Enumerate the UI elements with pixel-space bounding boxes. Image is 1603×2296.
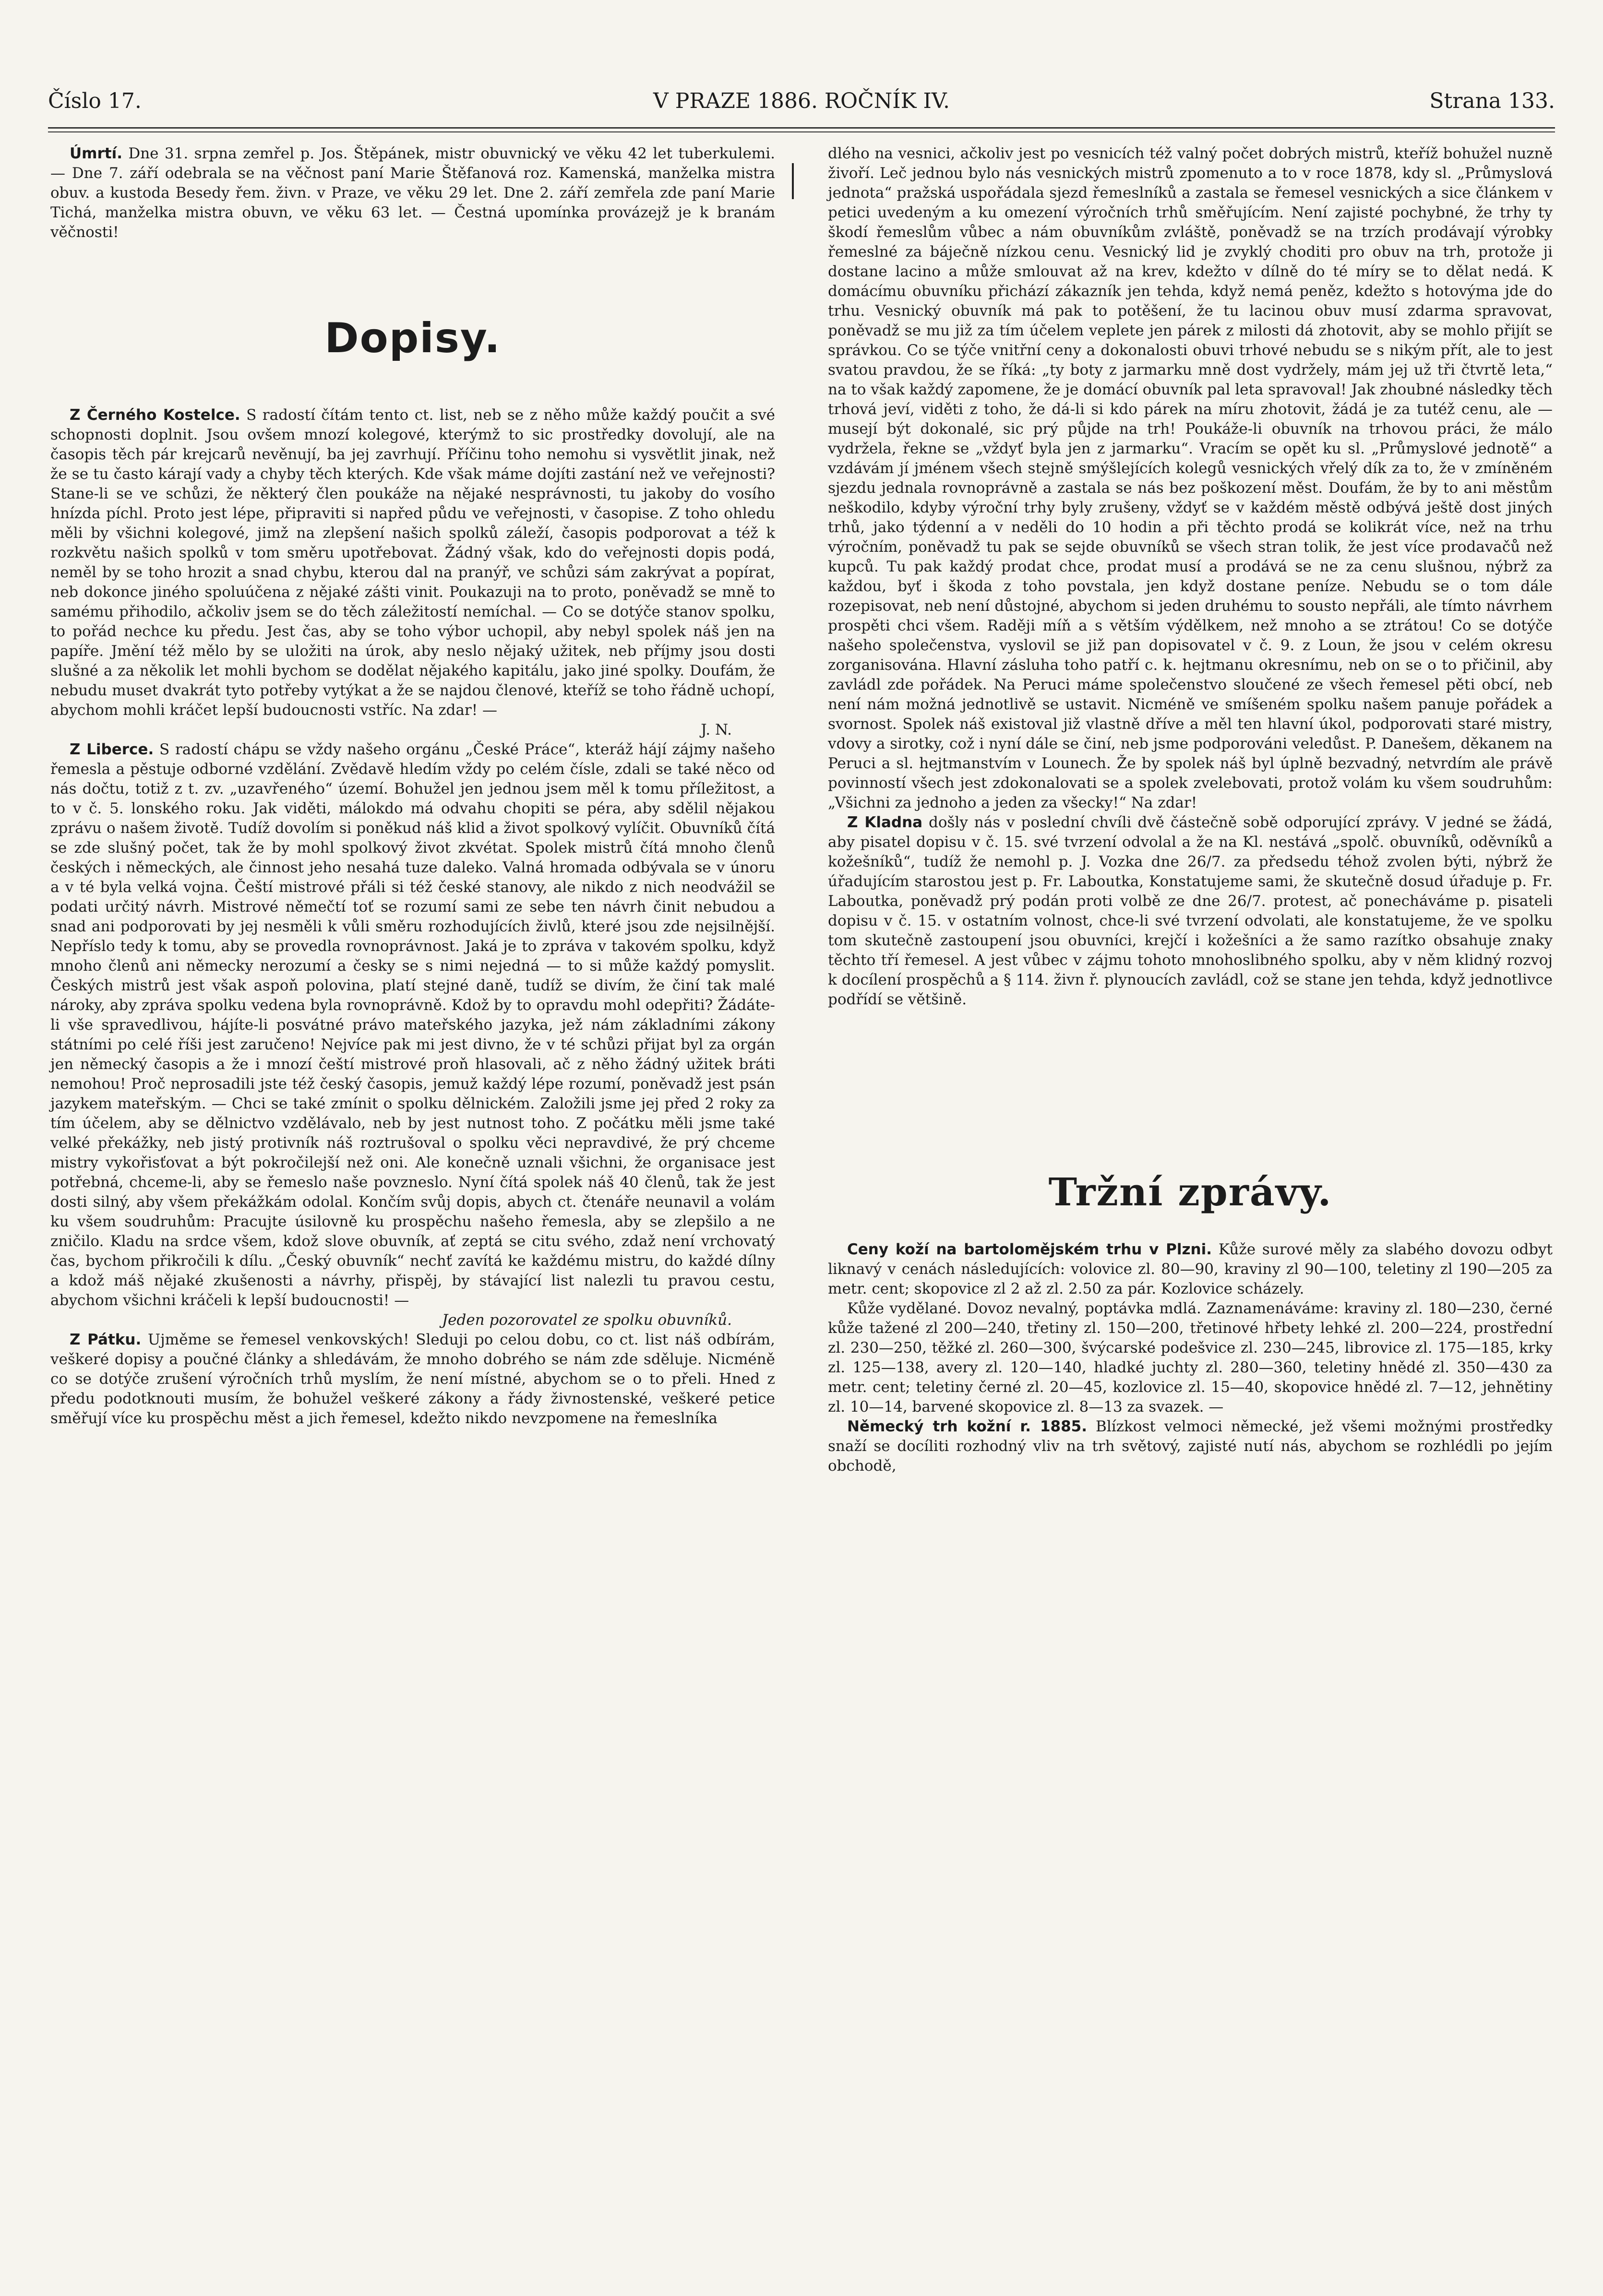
letter-kladno-lead: Z Kladna [847,814,923,831]
market-plzen-prices: Kůže vydělané. Dovoz nevalný, poptávka mdlá. Zaznamenáváme: kraviny zl. 180—230, černé kůže tažené zl 200—240, třetiny zl. 150—200, třetinové hřbety lehké zl. 200—224, prostřední zl. 230—250, těžké zl. 260—300, švýcarské podešvice zl. 230—245, librovice zl. 175—185, krky zl. 125—138, avery zl. 120—140, hladké juchty zl. 280—360, teletiny hnědé zl. 350—430 za metr. cent; teletiny černé zl. 20—45, kozlovice zl. 15—40, skopovice hnědé zl. 7—12, jehnětiny zl. 10—14, barvené skopovice zl. 8—13 za svazek. — [828,1300,1553,1416]
letter-patek-lead: Z Pátku. [70,1331,142,1348]
letter-kostelec-lead: Z Černého Kostelce. [70,406,240,424]
letter-liberec [50,740,775,1310]
issue-number: Číslo 17. [48,89,142,113]
market-german-lead: Německý trh kožní r. 1885. [847,1418,1088,1435]
market-plzen-text: Kůže surové měly za slabého dovozu odbyt liknavý v cenách následujících: volovice zl. 80—90, kraviny zl 90—100, teletiny zl 190—205 za metr. cent; skopovice zl 2 až zl. 2.50 za pár. Kozlovice scházely. [828,1241,1553,1297]
obituary-lead: Úmrtí. [70,145,122,162]
market-plzen-lead: Ceny koží na bartolomějském trhu v Plzni. [847,1241,1212,1258]
letter-kostelec [50,405,775,720]
market-german-text: Blízkost velmoci německé, jež všemi možnými prostředky snaží se docíliti rozhodný vliv na trh světový, zajisté nutí nás, abychom se rozhlédli po jejím obchodě, [828,1418,1553,1475]
page-number: Strana 133. [1429,89,1555,113]
page-header [48,89,1555,122]
letter-liberec-text: S radostí chápu se vždy našeho orgánu „České Práce“, kteráž hájí zájmy našeho řemesla a pěstuje odborné vzdělání. Zvědavě hledím vždy po celém čísle, zdali se také něco od nás dočtu, totiž z t. zv. „uzavřeného“ území. Bohužel jen jednou jsem měl k tomu příležitost, a to v č. 5. lonského roku. Jak viděti, málokdo má odvahu chopiti se péra, aby sdělil nějakou zprávu o našem životě. Tudíž dovolím si poněkud náš klid a život spolkový vylíčit. Obuvníků čítá se zde slušný počet, tak že by mohl spolkový život zkvétat. Spolek mistrů čítá mnoho členů českých i německých, ale činnost jeho nesahá tuze daleko. Valná hromada odbývala se v únoru a v té byla velká vojna. Čeští mistrové přáli si též české stanovy, ale nikdo z nich neodvážil se podati určitý návrh. Mistrové němečtí toť se rozumí sami ze sebe ten návrh činit nebudou a snad ani podporovati by jej nesměli k vůli směru rozhodujících živlů, které jsou zde nejsilnější. Nepříslo tedy k tomu, aby se provedla rovnoprávnost. Jaká je to zpráva v takovém spolku, když mnoho členů ani německy nerozumí a česky se s nimi nejedná — to si může každý pomyslit. Českých mistrů jest však aspoň polovina, platí stejné daně, tudíž se divím, že činí tak malé nároky, aby zpráva spolku vedena byla rovnoprávně. Kdož by to opravdu mohl odepřiti? Žádáte-li vše spravedlivou, hájíte-li posvátné právo mateřského jazyka, jež nám základními zákony státními po celé říši jest zaručeno! Nejvíce pak mi jest divno, že v té schůzi přijat byl za orgán jen německý časopis a že i mnozí čeští mistrové proň hlasovali, ač z něho žádný užitek bráti nemohou! Proč neprosadili jste též český časopis, jemuž každý lépe rozumí, poněvadž jest psán jazykem mateřským. — Chci se také zmínit o spolku dělnickém. Založili jsme jej před 2 roky za tím účelem, aby se dělnictvo vzdělávalo, neb by jest nutnost toho. Z počátku měli jsme také velké překážky, neb jistý protivník náš roztrušoval o spolku věci nepravdivé, že prý chceme mistry vykořisťovat a být pokročilejší než oni. Ale konečně uznali všichni, že organisace jest potřebná, chceme-li, aby se řemeslo naše povzneslo. Nyní čítá spolek náš 40 členů, tak že jest dosti silný, aby všem překážkám odolal. Končím svůj dopis, abych ct. čtenáře neunavil a volám ku všem soudruhům: Pracujte úsilovně ku prospěchu našeho řemesla, aby se zlepšilo a ne zničilo. Kladu na srdce všem, kdož slove obuvník, ať zeptá se citu svého, zdaž není vrchovatý čas, bychom přikročili k dílu. „Český obuvník“ nechť zavítá ke každému mistru, do každé dílny a kdož máš nějaké zkušenosti a návrhy, přispěj, by stávající list nalezli tu pravou cestu, abychom všichni kráčeli k lepší budoucnosti! — [50,741,775,1309]
masthead-place-year: V PRAZE 1886. ROČNÍK IV. [653,89,950,113]
left-column [50,144,775,1428]
right-column [828,144,1553,1476]
obituary-text: Dne 31. srpna zemřel p. Jos. Štěpánek, mistr obuvnický ve věku 42 let tuberkulemi. — Dne 7. září odebrala se na věčnost paní Marie Štěfanová roz. Kamenská, manželka mistra obuv. a kustoda Besedy řem. živn. v Praze, ve věku 29 let. Dne 2. září zemřela zde paní Marie Tichá, manželka mistra obuvn, ve věku 63 let. — Čestná upomínka provázejž je k branám věčnosti! [50,145,775,241]
letter-liberec-signature: Jeden pozorovatel ze spolku obuvníků. [442,1311,732,1329]
letter-patek [50,1330,775,1428]
section-title-trzni: Tržní zprávy. [1048,1169,1332,1214]
obituary-paragraph [50,144,775,242]
letter-patek-text: Ujměme se řemesel venkovských! Sleduji po celou dobu, co ct. list náš odbírám, veškeré dopisy a poučné články a shledávám, že mnoho dobrého se nám zde sděluje. Nicméně co se dotýče zrušení výročních trhů myslím, že není místné, abychom se o to přeli. Hned z předu podotknouti musím, že bohužel veškeré zákony a řády živnostenské, veškeré petice směřují více ku prospěchu měst a jich řemesel, kdežto nikdo nevzpomene na řemeslníka [50,1331,775,1427]
letter-patek-continued: dlého na vesnici, ačkoliv jest po vesnicích též valný počet dobrých mistrů, kteříž bohužel nuzně živoří. Leč jednou bylo nás vesnických mistrů zpomenuto a to v roce 1878, kdy sl. „Průmyslová jednota“ pražská uspořádala sjezd řemeslníků a zastala se řemesel vesnických a sice článkem v petici uvedeným a ku omezení výročních trhů směřujícím. Není zajisté pochybné, že trhy ty škodí řemeslům vůbec a nám obuvníkům zvláště, poněvadž se na trzích prodávají výrobky řemeslné za báječně nízkou cenu. Vesnický lid je zvyklý choditi pro obuv na trh, protože ji dostane lacino a může smlouvat až na krev, kdežto v dílně do té míry se to dělat nedá. K domácímu obuvníku přichází zákazník jen tehda, když nemá peněz, kdežto s hotovýma jde do trhu. Vesnický obuvník má pak to potěšení, že tu lacinou obuv musí zdarma spravovat, poněvadž se mu již za tím účelem veplete jen párek z milosti dá zhotovit, aby se mohlo přijít se správkou. Co se týče vnitřní ceny a dokonalosti obuvi trhové nebudu se s nikým přít, ale to jest svatou pravdou, že se říká: „ty boty z jarmarku mně dost vydržely, mám jej už tři čtvrtě leta,“ na to však každý zapomene, že je domácí obuvník pal leta spravoval! Jak zhoubné následky těch trhová jeví, viděti z toho, že dá-li si kdo párek na míru zhotovit, žádá je za tutéž cenu, ale — musejí být dokonalé, sic prý půjde na trh! Poukáže-li obuvník na trhovou práci, že málo vydržela, řekne se „vždyť byla jen z jarmarku“. Vracím se opět ku sl. „Průmyslové jednotě“ a vzdávám jí jménem všech stejně smýšlejících kolegů vesnických vřelý dík za to, že v zmíněném sjezdu jednala rovnoprávně a zastala se nás bez poškození měst. Doufám, že by to ani městům neškodilo, kdyby výroční trhy byly zrušeny, vždyť se v každém městě odbývá ještě dost jiných trhů, jako týdenní a v neděli do 10 hodin a při těchto prodá se kolikrát více, než na trhu výročním, poněvadž tu pak se sejde obuvníků se všech stran tolik, že jest více prodavačů než kupců. Tu pak každý prodat chce, prodat musí a prodává se ne za cenu slušnou, nýbrž za každou, byť i škoda z toho povstala, jen když dostane peníze. Nebudu se o tom dále rozepisovat, neb není důstojné, abychom si jeden druhému to sousto nepřáli, ale tímto návrhem prospěti chci všem. Raději míň a s větším výdělkem, než mnoho a se ztrátou! Co se dotýče našeho společenstva, vyslovil se již pan dopisovatel v č. 9. z Loun, že jsou v celém okresu zorganisována. Hlavní zásluha toho patří c. k. hejtmanu okresnímu, neb on se o to přičinil, aby zavládl zde pořádek. Na Peruci máme společenstvo sloučené ze všech řemesel pěti obcí, neb není nám možná jednotlivě se ustavit. Nicméně ve smíšeném spolku našem panuje pořádek a svornost. Spolek náš existoval již vlastně dříve a měl ten hlavní úkol, podporovati staré mistry, vdovy a sirotky, což i nyní dále se činí, neb jsme podporováni veledůst. P. Danešem, děkanem na Peruci a sl. hejtmanstvím v Lounech. Že by spolek náš byl úplně bezvadný, netvrdím ale právě povinností všech jest zdokonalovati se a spolek zvelebovati, protož volám ku všem soudruhům: „Všichni za jednoho a jeden za všecky!“ Na zdar! [828,145,1553,811]
header-rule [48,127,1555,129]
letter-kladno-text: došly nás v poslední chvíli dvě částečně sobě odporující zprávy. V jedné se žádá, aby pisatel dopisu v č. 15. své tvrzení odvolal a že na Kl. nestává „spolč. obuvníků, oděvníků a kožešníků“, tudíž že nemohl p. J. Vozka dne 26/7. za předsedu téhož zvolen býti, nýbrž že úřadujícím starostou jest p. Fr. Laboutka, Konstatujeme sami, že skutečně dosud úřaduje p. Fr. Laboutka, poněvadž prý podán proti volbě ze dne 26/7. protest, ač ponecháváme p. pisateli dopisu v č. 15. v ostatním volnost, chce-li své tvrzení odvolati, ale konstatujeme, že ve spolku tom skutečně zastoupení jsou obuvníci, krejčí i kožešníci a že samo razítko obsahuje znaky těchto tří řemesel. A jest vůbec v zájmu tohoto mnohoslibného spolku, aby v něm klidný rozvoj k docílení prospěchů a § 114. živn ř. plynoucích zavládl, což se stane jen tehda, když jednotlivce podřídí se většině. [828,814,1553,1008]
letter-kostelec-text: S radostí čítám tento ct. list, neb se z něho může každý poučit a své schopnosti doplnit. Jsou ovšem mnozí kolegové, kterýmž to sic prostředky dovolují, ale na časopis těch pár krejcarů nevěnují, ba jej zavrhují. Příčinu toho nemohu si vysvětlit jinak, než že se tu často kárají vady a chyby těch kterých. Kde však máme dojíti zastání než ve veřejnosti? Stane-li se ve schůzi, že některý člen poukáže na nějaké nesprávnosti, tu jakoby do vosího hnízda píchl. Proto jest lépe, připraviti si napřed půdu ve veřejnosti, v časopise. Z toho ohledu měli by všichni kolegové, jimž na zlepšení našich spolků záleží, časopis podporovat a též k rozkvětu našich spolků v tom směru upotřebovat. Žádný však, kdo do veřejnosti dopis podá, neměl by se toho hrozit a snad chybu, kterou dal na pranýř, ve schůzi sám zakrývat a popírat, neb dokonce jiného spoluúčena z nějaké zášti vinit. Poukazuji na to proto, poněvadž se mně to samému přihodilo, ačkoliv jsem se do těch záležitostí nemíchal. — Co se dotýče stanov spolku, to pořád nechce ku předu. Jest čas, aby se toho výbor uchopil, aby nebyl spolek náš jen na papíře. Jmění též mělo by se uložiti na úrok, aby neslo nějaký užitek, neb příjmy jsou dosti slušné a za několik let mohli bychom se dodělat nějakého kapitálu, jako jiné spolky. Doufám, že nebudu muset dvakrát tyto potřeby vytýkat a že se najdou členové, kteříž se toho řádně uchopí, abychom mohli kráčet lepší budoucnosti vstříc. Na zdar! — [50,406,775,719]
letter-kladno [828,813,1553,1010]
section-title-dopisy: Dopisy. [324,314,501,362]
header-rule-thin [48,131,1555,132]
market-german [828,1417,1553,1476]
market-plzen [828,1240,1553,1299]
letter-kostelec-signature: J. N. [701,721,732,738]
column-divider [792,163,794,199]
letter-liberec-lead: Z Liberce. [70,741,154,758]
